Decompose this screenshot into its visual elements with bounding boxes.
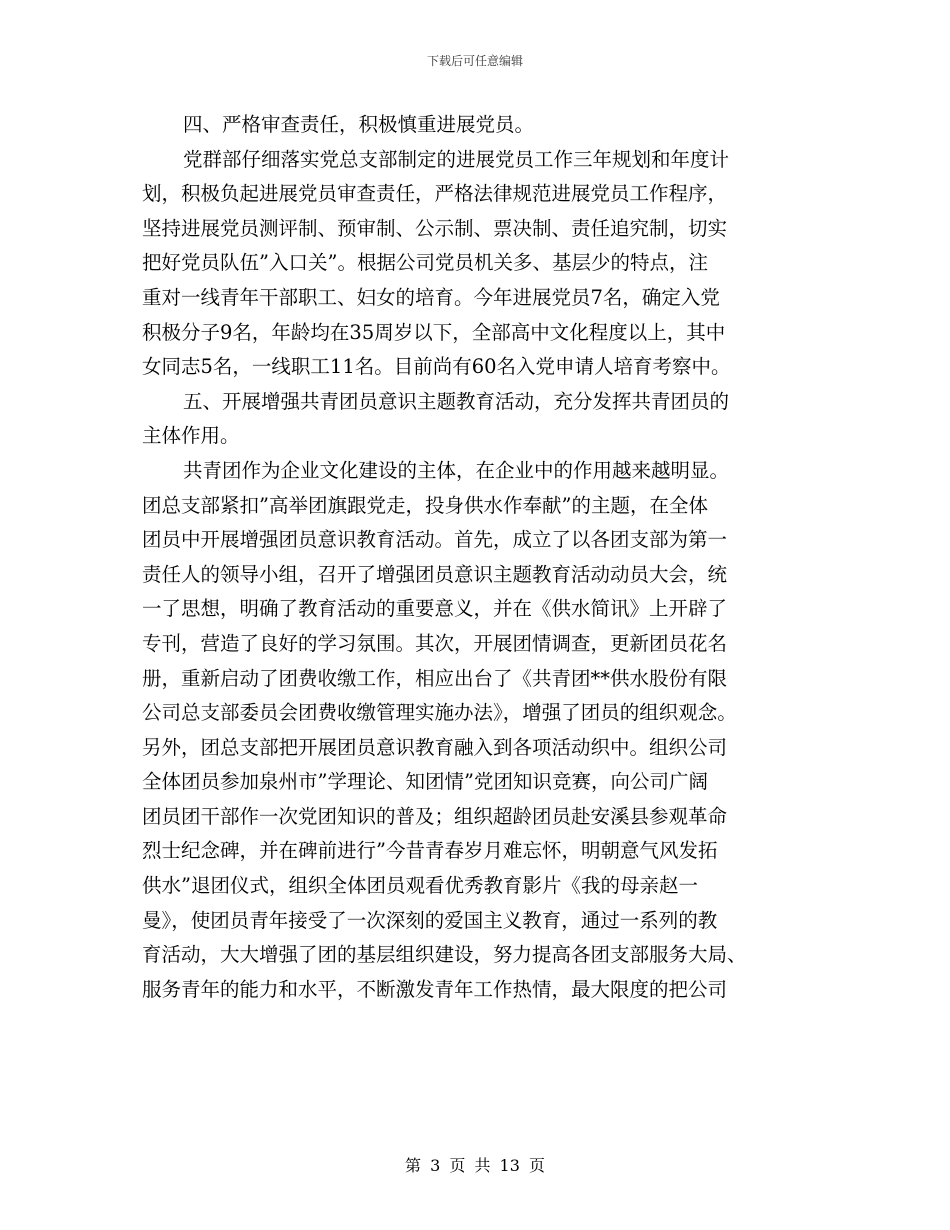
text-line: 团员中开展增强团员意识教育活动。首先，成立了以各团支部为第一 — [142, 528, 728, 552]
text-line: 一了思想，明确了教育活动的重要意义，并在《供水简讯》上开辟了 — [142, 597, 728, 621]
text-line: 四、严格审查责任，积极慎重进展党员。 — [183, 113, 535, 136]
text-line: 全体团员参加泉州市”学理论、知团情”党团知识竞赛，向公司广阔 — [142, 770, 708, 794]
text-line: 坚持进展党员测评制、预审制、公示制、票决制、责任追究制，切实 — [142, 216, 728, 240]
text-line: 五、开展增强共青团员意识主题教育活动，充分发挥共青团员的 — [183, 389, 730, 413]
text-line: 把好党员队伍”入口关”。根据公司党员机关多、基层少的特点，注 — [142, 251, 708, 275]
text-line: 专刊，营造了良好的学习氛围。其次，开展团情调查，更新团员花名 — [142, 631, 728, 655]
text-line: 公司总支部委员会团费收缴管理实施办法》，增强了团员的组织观念。 — [142, 701, 737, 725]
text-line: 服务青年的能力和水平，不断激发青年工作热情，最大限度的把公司 — [142, 977, 728, 1001]
text-line: 团员团干部作一次党团知识的普及；组织超龄团员赴安溪县参观革命 — [142, 804, 728, 828]
text-line: 责任人的领导小组，召开了增强团员意识主题教育活动动员大会，统 — [142, 562, 728, 586]
text-line: 女同志5名，一线职工11名。目前尚有60名入党申请人培育考察中。 — [142, 355, 731, 379]
text-line: 育活动，大大增强了团的基层组织建设，努力提高各团支部服务大局、 — [142, 943, 747, 967]
text-line: 团总支部紧扣”高举团旗跟党走，投身供水作奉献”的主题，在全体 — [142, 493, 708, 517]
text-line: 主体作用。 — [142, 424, 240, 448]
text-line: 重对一线青年干部职工、妇女的培育。今年进展党员7名，确定入党 — [142, 285, 720, 309]
page-footer: 第 3 页 共 13 页 — [405, 1156, 545, 1175]
text-line: 烈士纪念碑，并在碑前进行”今昔青春岁月难忘怀，明朝意气风发拓 — [142, 839, 718, 863]
text-line: 共青团作为企业文化建设的主体，在企业中的作用越来越明显。 — [183, 458, 730, 482]
text-line: 册，重新启动了团费收缴工作，相应出台了《共青团**供水股份有限 — [142, 666, 728, 690]
document-body — [142, 108, 804, 1007]
text-line: 划，积极负起进展党员审查责任，严格法律规范进展党员工作程序， — [142, 182, 728, 206]
text-line: 供水”退团仪式，组织全体团员观看优秀教育影片《我的母亲赵一 — [142, 874, 698, 898]
text-line: 党群部仔细落实党总支部制定的进展党员工作三年规划和年度计 — [183, 147, 730, 171]
text-line: 另外，团总支部把开展团员意识教育融入到各项活动织中。组织公司 — [142, 735, 728, 759]
text-line: 曼》，使团员青年接受了一次深刻的爱国主义教育，通过一系列的教 — [142, 908, 718, 932]
text-line: 积极分子9名，年龄均在35周岁以下，全部高中文化程度以上，其中 — [142, 320, 726, 344]
page-header: 下载后可任意编辑 — [426, 54, 523, 68]
